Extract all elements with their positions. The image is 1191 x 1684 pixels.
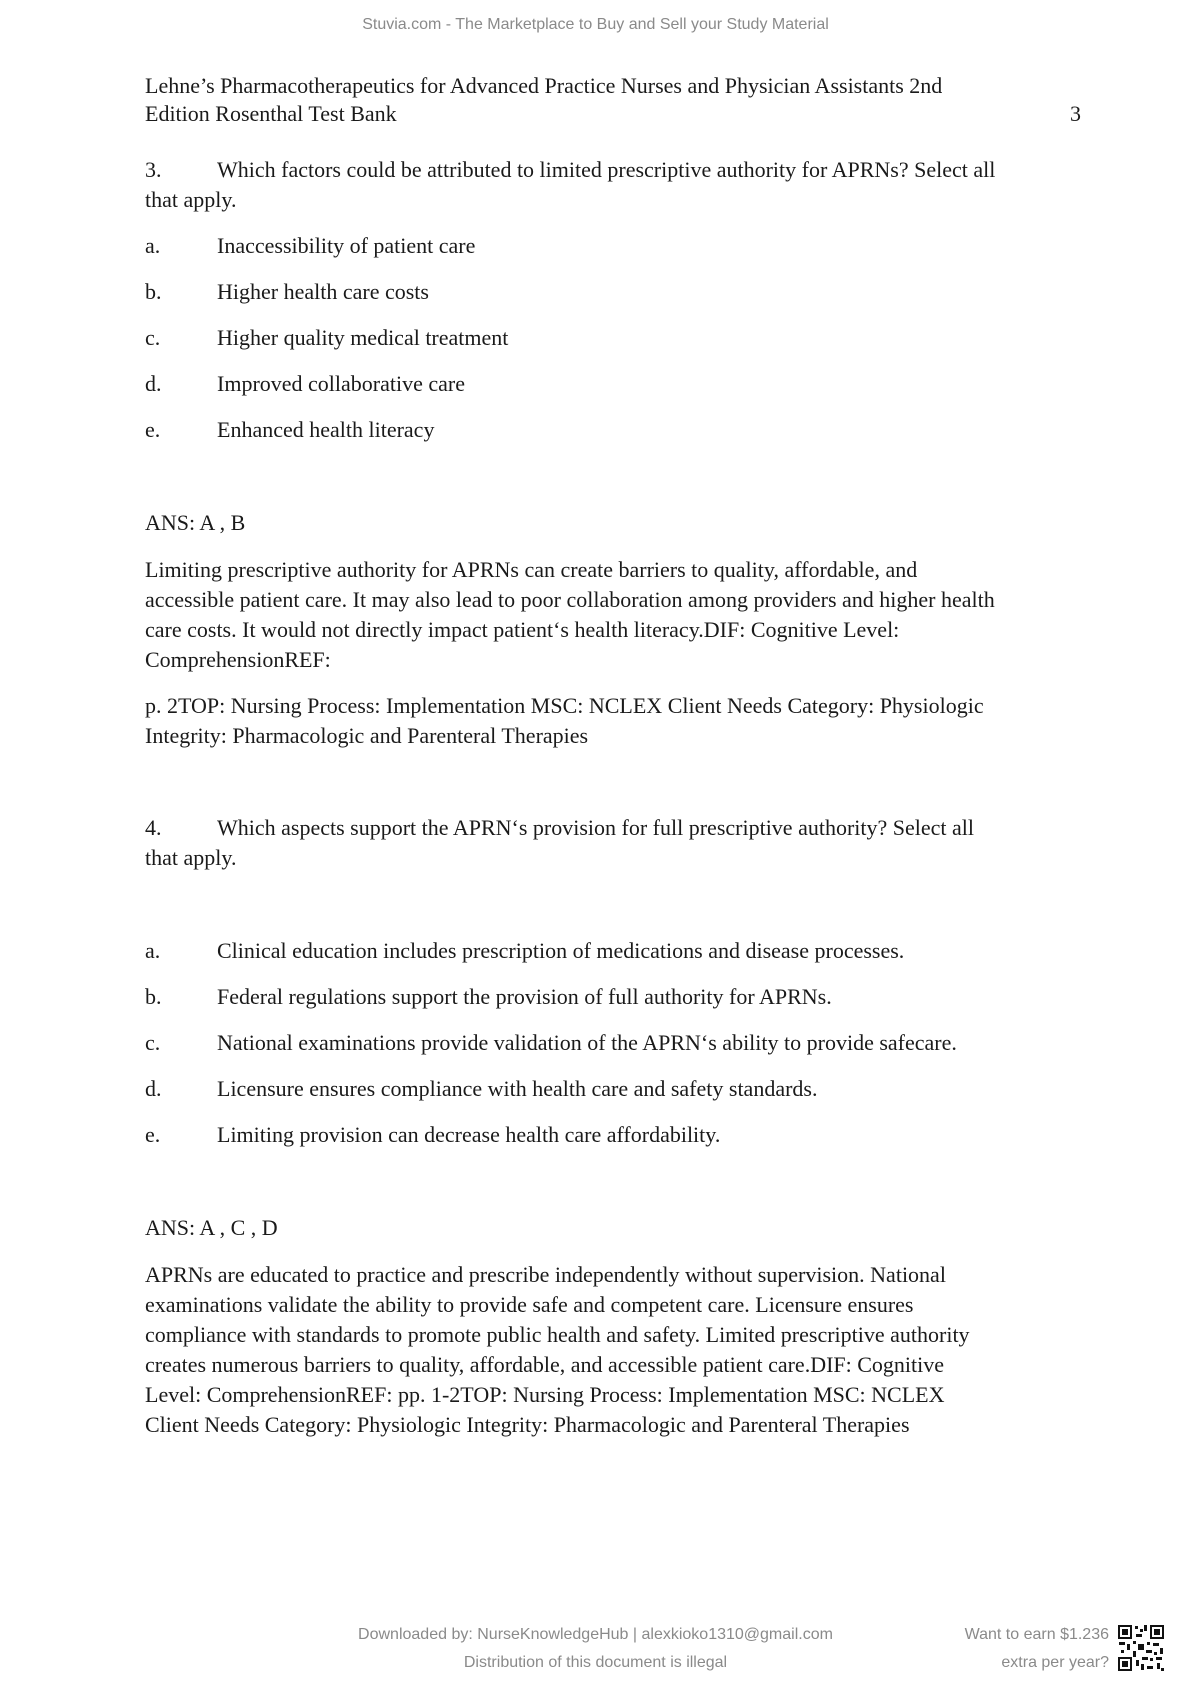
option-label: d.	[145, 1076, 162, 1101]
option-text: Limiting provision can decrease health care affordability.	[217, 1122, 721, 1147]
option-text: Federal regulations support the provision of full authority for APRNs.	[217, 984, 832, 1009]
question-stem-line: Which factors could be attributed to limited prescriptive authority for APRNs? Select all	[217, 157, 996, 182]
option-c	[145, 1028, 957, 1058]
question-metadata	[145, 691, 1085, 751]
option-d	[145, 369, 465, 399]
rationale-line: compliance with standards to promote public health and safety. Limited prescriptive authority	[145, 1322, 970, 1347]
rationale-line: ComprehensionREF:	[145, 647, 331, 672]
option-d	[145, 1074, 817, 1104]
title-line-1: Lehne’s Pharmacotherapeutics for Advanced Practice Nurses and Physician Assistants 2nd	[145, 73, 943, 98]
option-label: b.	[145, 984, 162, 1009]
question-stem-line: that apply.	[145, 845, 237, 870]
distribution-notice: Distribution of this document is illegal	[463, 1654, 728, 1671]
question-number: 3.	[145, 157, 162, 182]
option-label: c.	[145, 325, 161, 350]
earn-promo[interactable]	[965, 1626, 1109, 1672]
title-line-2: Edition Rosenthal Test Bank	[145, 101, 397, 126]
rationale-line: accessible patient care. It may also lead to poor collaboration among providers and higher health	[145, 587, 995, 612]
question-stem-line: that apply.	[145, 187, 237, 212]
rationale-line: APRNs are educated to practice and prescribe independently without supervision. National	[145, 1262, 946, 1287]
page-number: 3	[1070, 101, 1081, 126]
question-number: 4.	[145, 815, 162, 840]
rationale-line: Client Needs Category: Physiologic Integrity: Pharmacologic and Parenteral Therapies	[145, 1412, 910, 1437]
option-e	[145, 1120, 720, 1150]
download-notice: Downloaded by: NurseKnowledgeHub | alexkioko1310@gmail.com	[358, 1626, 833, 1643]
option-text: Clinical education includes prescription of medications and disease processes.	[217, 938, 905, 963]
qr-code-icon[interactable]	[1117, 1624, 1165, 1672]
option-text: Enhanced health literacy	[217, 417, 435, 442]
option-a	[145, 231, 475, 261]
question-3-stem	[145, 155, 1085, 215]
option-text: Improved collaborative care	[217, 371, 465, 396]
metadata-line: p. 2TOP: Nursing Process: Implementation MSC: NCLEX Client Needs Category: Physiologic	[145, 693, 984, 718]
option-label: b.	[145, 279, 162, 304]
option-text: Higher quality medical treatment	[217, 325, 509, 350]
option-e	[145, 415, 434, 445]
rationale-line: examinations validate the ability to provide safe and competent care. Licensure ensures	[145, 1292, 914, 1317]
option-c	[145, 323, 508, 353]
rationale	[145, 1260, 1085, 1440]
option-label: a.	[145, 938, 161, 963]
option-label: e.	[145, 1122, 161, 1147]
option-label: e.	[145, 417, 161, 442]
rationale-line: creates numerous barriers to quality, affordable, and accessible patient care.DIF: Cognitive	[145, 1352, 945, 1377]
option-label: c.	[145, 1030, 161, 1055]
rationale	[145, 555, 1085, 675]
option-label: a.	[145, 233, 161, 258]
question-4-stem	[145, 813, 1085, 873]
rationale-line: care costs. It would not directly impact patient‘s health literacy.DIF: Cognitive Level:	[145, 617, 900, 642]
option-a	[145, 936, 904, 966]
stuvia-watermark: Stuvia.com - The Marketplace to Buy and Sell your Study Material	[362, 16, 829, 33]
metadata-line: Integrity: Pharmacologic and Parenteral Therapies	[145, 723, 589, 748]
option-label: d.	[145, 371, 162, 396]
option-text: Inaccessibility of patient care	[217, 233, 476, 258]
question-stem-line: Which aspects support the APRN‘s provision for full prescriptive authority? Select all	[217, 815, 975, 840]
promo-line: extra per year?	[1001, 1654, 1109, 1671]
answer-key: ANS: A , B	[145, 510, 246, 535]
option-text: National examinations provide validation of the APRN‘s ability to provide safecare.	[217, 1030, 957, 1055]
rationale-line: Level: ComprehensionREF: pp. 1-2TOP: Nursing Process: Implementation MSC: NCLEX	[145, 1382, 945, 1407]
document-title	[145, 72, 1085, 128]
answer-key: ANS: A , C , D	[145, 1215, 278, 1240]
option-text: Licensure ensures compliance with health care and safety standards.	[217, 1076, 818, 1101]
option-text: Higher health care costs	[217, 279, 429, 304]
promo-line: Want to earn $1.236	[964, 1626, 1109, 1643]
option-b	[145, 982, 832, 1012]
option-b	[145, 277, 429, 307]
rationale-line: Limiting prescriptive authority for APRNs can create barriers to quality, affordable, and	[145, 557, 918, 582]
